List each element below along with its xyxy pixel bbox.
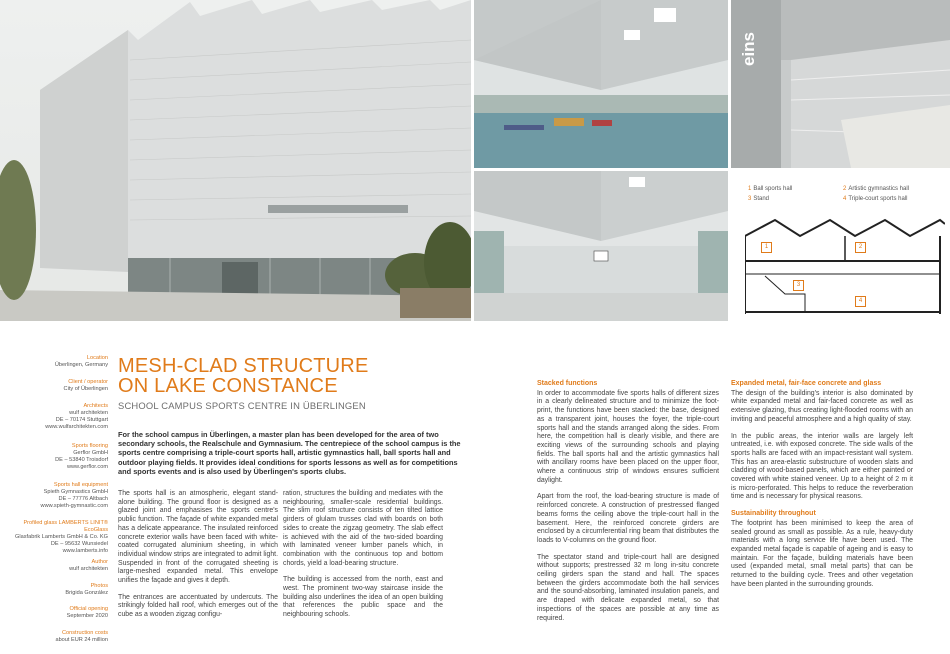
section-label-1: 1 (761, 242, 772, 253)
article-title: MESH-CLAD STRUCTURE ON LAKE CONSTANCE (118, 355, 369, 397)
meta-client: Client / operator City of Überlingen (63, 379, 108, 392)
legend-item-4: 4 Triple-court sports hall (843, 196, 908, 202)
section-label-3: 3 (793, 280, 804, 291)
meta-author: Author wulf architekten (69, 559, 108, 572)
legend-item-1: 1 Ball sports hall (748, 186, 793, 192)
article-subtitle: SCHOOL CAMPUS SPORTS CENTRE IN ÜBERLINGEN (118, 400, 366, 411)
body-column-3: Stacked functions In order to accommodate five sports halls of different sizes in a clearly delineated structure and to minimize the foot-print, the functions have been stacked: the base, designed as a transparent joint, houses the foyer, the triple-court sports hall and the stands arranged along the sides. From here, the competition hall is clearly visible, and there are exciting views of the surrounding schools and playing fields. The ball sports hall and the artistic gymnastics hall with ancillary rooms have been placed on the upper floor, where a continuous strip of windows ensures sufficient daylight. Apart from the roof, the load-bearing structure is made of reinforced concrete. A construction of prestressed flanged beams forms the ceiling above the triple-court hall in the basement. Here, the reinforced concrete girders are enclosed by a circumferential ring beam that distributes the loads to V-columns on the ground floor. The spectator stand and triple-court hall are designed without supports; prestressed 32 m long in-situ concrete ceiling girders span the stand and hall. The spaces between the girders accommodate both the hall services and the sound-absorbing, laminated insulation panels, and are draped with delicate expanded metal, so that inspections of the spaces are possible at any time as required. (537, 380, 719, 622)
meta-location: Location Überlingen, Germany (54, 355, 108, 368)
gymnastics-hall-photo (474, 0, 728, 168)
section-label-4: 4 (855, 296, 866, 307)
body-column-1: The sports hall is an atmospheric, elegant stand-alone building. The ground floor is designed as a glazed joint and emphasises the sports centre's public function. The façade of white expanded metal has a delicate appearance. The insulated reinforced concrete exterior walls have been faced with white-coated corrugated aluminium sheeting, in which individual window strips are integrated to admit light. Suspended in front of the corrugated sheeting is large-meshed expanded metal. This envelope unifies the façade and gives it depth. The entrances are accentuated by undercuts. The strikingly folded hall roof, which emerges out of the cube as a wooden zigzag configu- (118, 490, 278, 619)
section-drawing (745, 214, 945, 314)
ball-sports-hall-photo (474, 171, 728, 321)
meta-photos: Photos Brigida González (65, 583, 108, 596)
meta-architects: Architects wulf architekten DE – 70174 Stuttgart www.wulfarchitekten.com (45, 403, 108, 430)
heading-expanded-metal: Expanded metal, fair-face concrete and glass (731, 380, 882, 387)
meta-costs: Construction costs about EUR 24 million (55, 630, 108, 643)
heading-sustainability: Sustainability throughout (731, 510, 816, 518)
exterior-photo (0, 0, 471, 321)
heading-stacked-functions: Stacked functions (537, 380, 598, 387)
lead-paragraph: For the school campus in Überlingen, a master plan has been developed for the area of two secondary schools, the Realschule and Gymnasium. The centrepiece of the school campus is the sports centre comprising a triple-court sports hall, artistic gymnastics hall, ball sports hall and outdoor playing fields. It provides ideal conditions for sports lessons as well as for competitions and sports events and is also used by Überlingen's sports clubs. (118, 430, 461, 476)
meta-profiled-glass: Profiled glass LAMBERTS LINIT® EcoGlass Glasfabrik Lamberts GmbH & Co. KG DE – 95632 Wunsiedel www.lamberts.info (15, 520, 108, 554)
legend-item-2: 2 Artistic gymnastics hall (843, 186, 910, 192)
meta-sports-flooring: Sports flooring Gerflor GmbH DE – 53840 Troisdorf www.gerflor.com (55, 443, 108, 470)
gallery-photo (731, 0, 950, 168)
body-column-4: Expanded metal, fair-face concrete and glass The design of the building's interior is also dominated by white expanded metal and fair-faced concrete as well as extensive glazing, thus creating light-flooded rooms with an inviting and peaceful atmosphere and a high quality of stay. In the public areas, the interior walls are largely left untreated, i.e. with exposed concrete. The side walls of the sports halls are faced with an impact-resistant wall system. This has an area-elastic substructure of wooden slats and cladding of wood-based panels, which are either painted or covered with white stained veneer. Up to a height of 2 m it is micro-perforated. This helps to reduce the reverberation time and is necessary for physical reasons. Sustainability throughout The footprint has been minimised to keep the area of sealed ground as small as possible. As a rule, heavy-duty materials with a long service life have been used. The expanded metal façade is capable of ageing and is easy to maintain. For the façade, building materials have been used (expanded metal, small metal parts) that can be returned to the building cycle. Trees and other vegetation have been planted in the surrounding grounds. (731, 380, 913, 588)
legend-item-3: 3 Stand (748, 196, 770, 202)
section-label-2: 2 (855, 242, 866, 253)
eins-sign: eins (739, 31, 758, 66)
meta-sports-hall-equipment: Sports hall equipment Spieth Gymnastics GmbH DE – 77776 Altbach www.spieth-gymnastic.com (40, 482, 108, 509)
body-column-2: ration, structures the building and mediates with the neighbouring, smaller-scale residential buildings. The slim roof structure consists of ten tilted lattice girders of glulam trusses clad with boards on both sides to create the zigzag geometry. The slab effect is achieved with the aid of the two-sided boarding with laminated veneer lumber panels which, in combination with the continuous top and bottom chords, yield a load-bearing structure. The building is accessed from the north, east and west. The prominent two-way staircase inside the building also underlines the idea of an open building that references the public space and the neighbouring schools. (283, 490, 443, 619)
meta-opening: Official opening September 2020 (66, 606, 108, 619)
